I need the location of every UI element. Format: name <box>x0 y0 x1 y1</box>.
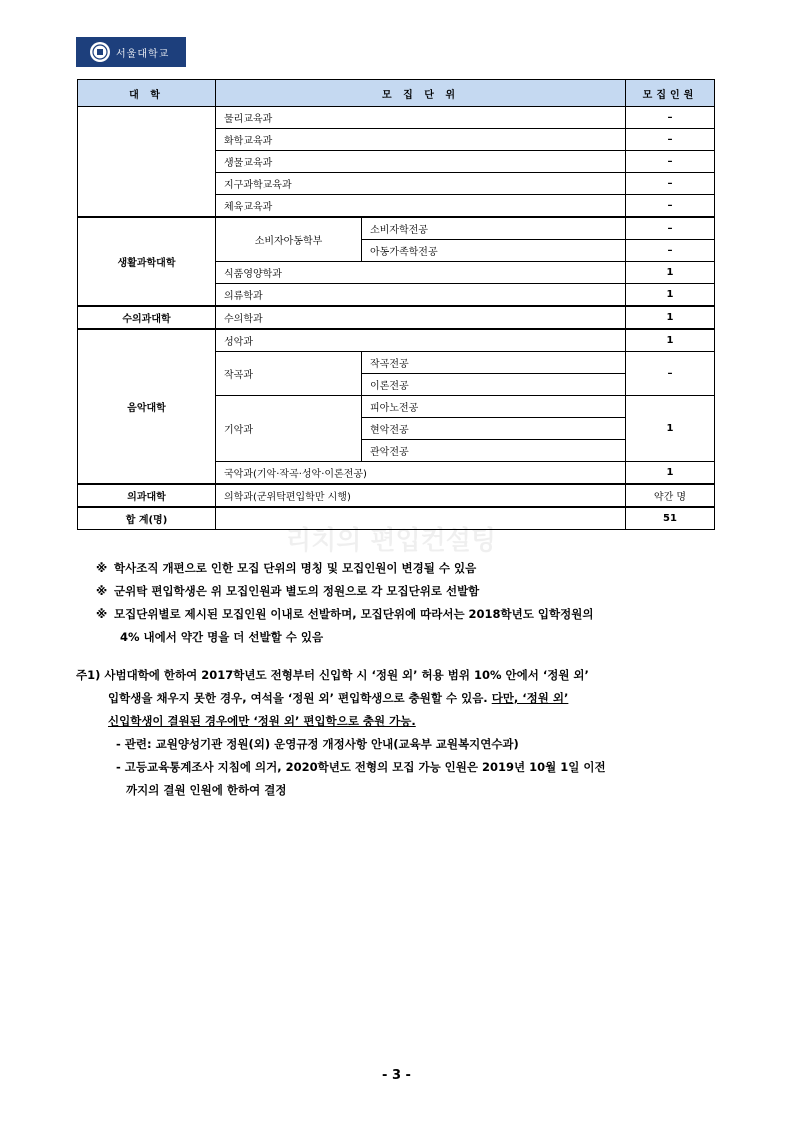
university-seal-icon <box>90 42 110 62</box>
total-label: 합 계(명) <box>78 507 216 530</box>
major-cell: 작곡전공 <box>362 352 626 374</box>
major-cell: 현악전공 <box>362 418 626 440</box>
major-cell: 피아노전공 <box>362 396 626 418</box>
major-cell: 소비자학전공 <box>362 217 626 240</box>
count-cell: 1 <box>626 396 715 462</box>
count-cell: – <box>626 173 715 195</box>
unit-cell: 의류학과 <box>216 284 626 307</box>
count-cell: 1 <box>626 306 715 329</box>
footnote-sub-item: - 관련: 교원양성기관 정원(외) 운영규정 개정사항 안내(교육부 교원복지연수과) <box>116 737 519 751</box>
unit-cell: 수의학과 <box>216 306 626 329</box>
count-cell: – <box>626 240 715 262</box>
unit-cell: 체육교육과 <box>216 195 626 218</box>
watermark: 리치의 편입컨설팅 <box>286 526 496 556</box>
footnote-line <box>76 710 716 733</box>
header-college: 대 학 <box>78 80 216 107</box>
reference-mark: ※ <box>96 561 108 575</box>
count-cell: – <box>626 217 715 240</box>
college-cell: 의과대학 <box>78 484 216 507</box>
count-cell: – <box>626 151 715 173</box>
unit-cell: 성악과 <box>216 329 626 352</box>
major-cell: 아동가족학전공 <box>362 240 626 262</box>
footnote-underlined-text: 다만, ‘정원 외’ <box>491 691 569 705</box>
footnote-sub-item: - 고등교육통계조사 지침에 의거, 2020학년도 전형의 모집 가능 인원은 2019년 10월 1일 이전 <box>116 760 606 774</box>
footnote-text: 입학생을 채우지 못한 경우, 여석을 ‘정원 외’ 편입학생으로 충원할 수 있음. <box>108 691 488 705</box>
college-cell: 수의과대학 <box>78 306 216 329</box>
footnote-line: 주1) 사범대학에 한하여 2017학년도 전형부터 신입학 시 ‘정원 외’ 허용 범위 10% 안에서 ‘정원 외’ <box>76 668 589 682</box>
table-row <box>78 107 715 129</box>
table-row <box>78 306 715 329</box>
count-cell: 1 <box>626 262 715 284</box>
admission-quota-table <box>77 79 715 530</box>
dept-cell: 작곡과 <box>216 352 362 396</box>
major-cell: 이론전공 <box>362 374 626 396</box>
table-row <box>78 217 715 240</box>
unit-cell: 의학과(군위탁편입학만 시행) <box>216 484 626 507</box>
college-cell-education <box>78 107 216 218</box>
table-row <box>78 329 715 352</box>
table-row <box>78 484 715 507</box>
count-cell: – <box>626 352 715 396</box>
college-cell: 음악대학 <box>78 329 216 484</box>
note-item <box>96 580 716 603</box>
count-cell: 1 <box>626 284 715 307</box>
dept-cell: 소비자아동학부 <box>216 217 362 262</box>
footnote-line <box>76 687 716 710</box>
page-number: - 3 - <box>382 1068 411 1083</box>
note-text-continued: 4% 내에서 약간 명을 더 선발할 수 있음 <box>120 630 324 644</box>
reference-mark: ※ <box>96 584 108 598</box>
count-cell: 1 <box>626 329 715 352</box>
note-text: 학사조직 개편으로 인한 모집 단위의 명칭 및 모집인원이 변경될 수 있음 <box>114 561 477 575</box>
major-cell: 관악전공 <box>362 440 626 462</box>
note-item <box>96 557 716 580</box>
count-cell: – <box>626 129 715 151</box>
header-count: 모집인원 <box>626 80 715 107</box>
unit-cell: 지구과학교육과 <box>216 173 626 195</box>
unit-cell: 식품영양학과 <box>216 262 626 284</box>
college-cell: 생활과학대학 <box>78 217 216 306</box>
dept-cell: 기악과 <box>216 396 362 462</box>
header-unit: 모 집 단 위 <box>216 80 626 107</box>
university-logo <box>76 37 186 67</box>
unit-cell: 생물교육과 <box>216 151 626 173</box>
note-text: 군위탁 편입학생은 위 모집인원과 별도의 정원으로 각 모집단위로 선발함 <box>114 584 480 598</box>
unit-cell: 화학교육과 <box>216 129 626 151</box>
count-cell: – <box>626 107 715 129</box>
count-cell: 약간 명 <box>626 484 715 507</box>
count-cell: – <box>626 195 715 218</box>
count-cell: 1 <box>626 462 715 485</box>
unit-cell: 물리교육과 <box>216 107 626 129</box>
footnote-sub-item-continued: 까지의 결원 인원에 한하여 결정 <box>126 783 287 797</box>
footnote-underlined-text: 신입학생이 결원된 경우에만 ‘정원 외’ 편입학으로 충원 가능. <box>108 714 416 728</box>
logo-text: 서울대학교 <box>116 48 170 60</box>
total-count: 51 <box>626 507 715 530</box>
footnote-section <box>76 664 716 802</box>
note-item <box>96 603 716 626</box>
unit-cell: 국악과(기악·작곡·성악·이론전공) <box>216 462 626 485</box>
reference-mark: ※ <box>96 607 108 621</box>
note-text: 모집단위별로 제시된 모집인원 이내로 선발하며, 모집단위에 따라서는 2018학년도 입학정원의 <box>114 607 594 621</box>
notes-section <box>96 557 716 649</box>
table-header-row <box>78 80 715 107</box>
